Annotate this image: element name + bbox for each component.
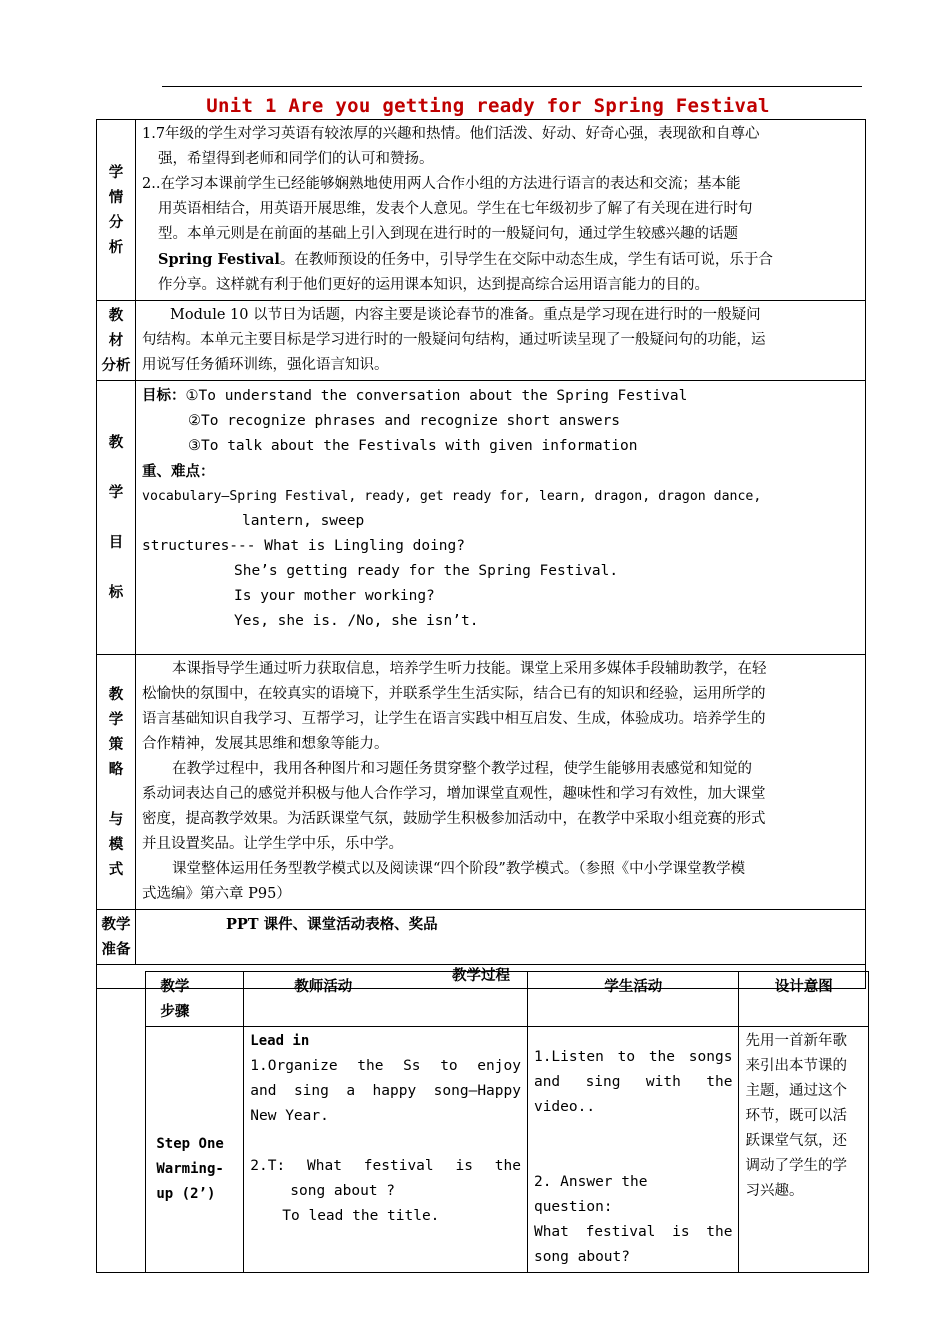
intent-line: 调动了学生的学	[745, 1158, 847, 1174]
row-student-analysis	[97, 120, 866, 301]
label-char: 教学	[101, 916, 131, 933]
step-line: Warming-	[156, 1161, 224, 1177]
teacher-line: New Year.	[250, 1108, 329, 1124]
text-span: 。在教师预设的任务中，引导学生在交际中动态生成，学生有话可说，乐于合	[279, 252, 773, 268]
goal-1: ①To understand the conversation about the Spring Festival	[185, 388, 688, 404]
header-step	[146, 972, 244, 1027]
blank-column	[97, 972, 146, 1027]
spacer	[250, 1129, 521, 1154]
label-char: 教	[108, 433, 124, 451]
process-header-row	[97, 972, 869, 1027]
label-char: 目	[108, 533, 124, 551]
student-line: 1.Listen to the songs	[533, 1049, 733, 1065]
label-teaching-preparation	[97, 910, 136, 965]
step-line: up (2’)	[156, 1186, 216, 1202]
step-one-row	[97, 1027, 869, 1273]
step-one-design-intent	[739, 1027, 869, 1273]
goal-2: ②To recognize phrases and recognize short answers	[188, 413, 621, 429]
material-analysis-content	[136, 301, 866, 381]
structure-example: Yes, she is. /No, she isn’t.	[234, 613, 479, 629]
step-one-label	[146, 1027, 244, 1273]
text-line: 2..在学习本课前学生已经能够娴熟地使用两人合作小组的方法进行语言的表达和交流；基本能	[142, 176, 741, 192]
label-char: 与	[108, 811, 124, 828]
step-one-student-activity	[527, 1027, 738, 1273]
header-step-line: 步骤	[160, 1003, 190, 1020]
intent-line: 习兴趣。	[745, 1183, 804, 1199]
student-line: and sing with the	[533, 1074, 733, 1090]
text-line: 句结构。本单元主要目标是学习进行时的一般疑问句结构，通过听读呈现了一般疑问句的功能，运	[142, 332, 766, 348]
text-line: 并且设置奖品。让学生学中乐，乐中学。	[142, 836, 403, 852]
teacher-line: 1.Organize the Ss to enjoy	[250, 1058, 521, 1074]
header-design-intent: 设计意图	[739, 972, 869, 1027]
student-analysis-content	[136, 120, 866, 301]
teacher-line: To lead the title.	[282, 1208, 440, 1224]
teaching-strategy-content	[136, 655, 866, 910]
process-table	[96, 971, 869, 1273]
structures-line: structures--- What is Lingling doing?	[142, 538, 466, 554]
lesson-plan-table	[96, 119, 866, 989]
teacher-line: song about ?	[290, 1183, 396, 1199]
vocabulary-line: vocabulary—Spring Festival, ready, get ready for, learn, dragon, dragon dance,	[142, 489, 762, 504]
row-material-analysis	[97, 301, 866, 381]
header-teacher-activity: 教师活动	[244, 972, 528, 1027]
label-char: 准备	[101, 941, 131, 958]
label-char: 学	[108, 164, 124, 181]
goal-3: ③To talk about the Festivals with given information	[188, 438, 638, 454]
label-teaching-strategy	[97, 655, 136, 910]
text-line: 合作精神，发展其思维和想象等能力。	[142, 736, 389, 752]
label-material-analysis	[97, 301, 136, 381]
header-student-activity: 学生活动	[527, 972, 738, 1027]
label-char: 标	[108, 583, 124, 601]
text-line: 本课指导学生通过听力获取信息，培养学生听力技能。课堂上采用多媒体手段辅助教学，在轻	[172, 661, 767, 677]
text-line: 强，希望得到老师和同学们的认可和赞扬。	[158, 151, 434, 167]
text-line: 松愉快的氛围中，在较真实的语境下，并联系学生生活实际，结合已有的知识和经验，运用所学的	[142, 686, 766, 702]
label-teaching-objectives	[97, 381, 136, 655]
step-one-teacher-activity	[244, 1027, 528, 1273]
text-line: 密度，提高教学效果。为活跃课堂气氛，鼓励学生积极参加活动中，在教学中采取小组竞赛的形式	[142, 811, 766, 827]
row-teaching-strategy	[97, 655, 866, 910]
student-line: video..	[533, 1099, 596, 1115]
label-char: 材	[108, 332, 124, 349]
label-char: 模	[108, 836, 124, 853]
text-line: 用英语相结合，用英语开展思维，发表个人意见。学生在七年级初步了解了有关现在进行时句	[158, 201, 753, 217]
intent-line: 先用一首新年歌	[745, 1033, 847, 1049]
intent-line: 主题，通过这个	[745, 1083, 847, 1099]
label-char: 教	[108, 307, 124, 324]
page-title: Unit 1 Are you getting ready for Spring Festival	[206, 95, 770, 117]
intent-line: 环节，既可以活	[745, 1108, 847, 1124]
label-char: 析	[108, 239, 124, 256]
text-line: 语言基础知识自我学习、互帮学习，让学生在语言实践中相互启发、生成，体验成功。培养学生的	[142, 711, 766, 727]
label-char: 式	[108, 861, 124, 878]
label-char: 分	[108, 214, 124, 231]
teacher-line: 2.T: What festival is the	[250, 1158, 521, 1174]
row-teaching-preparation	[97, 910, 866, 965]
text-line: 型。本单元则是在前面的基础上引入到现在进行时的一般疑问句，通过学生较感兴趣的话题	[158, 226, 738, 242]
vocabulary-line-2: lantern, sweep	[242, 513, 365, 529]
structure-example: She’s getting ready for the Spring Festival.	[234, 563, 619, 579]
label-char: 分析	[101, 357, 131, 374]
label-char: 策	[108, 736, 124, 753]
text-line: Module 10 以节日为话题，内容主要是谈论春节的准备。重点是学习现在进行时的一般疑问	[170, 307, 761, 323]
goal-line	[142, 383, 859, 409]
label-char: 情	[108, 189, 124, 206]
label-student-analysis	[97, 120, 136, 301]
process-header: 教学过程	[97, 965, 866, 989]
text-line: 课堂整体运用任务型教学模式以及阅读课“四个阶段”教学模式。（参照《中小学课堂教学模	[172, 861, 746, 877]
teaching-preparation-content: PPT 课件、课堂活动表格、奖品	[136, 910, 866, 965]
teacher-line: and sing a happy song—Happy	[250, 1083, 521, 1099]
spacer	[534, 1120, 732, 1170]
text-line: 在教学过程中，我用各种图片和习题任务贯穿整个教学过程，使学生能够用表感觉和知觉的	[172, 761, 752, 777]
student-line: 2. Answer the question:	[533, 1174, 648, 1215]
student-line: What festival is the	[533, 1224, 733, 1240]
key-points-label: 重、难点：	[142, 463, 215, 480]
intent-line: 来引出本节课的	[745, 1058, 847, 1074]
intent-line: 跃课堂气氛，还	[745, 1133, 847, 1149]
row-teaching-objectives	[97, 381, 866, 655]
topic-bold: Spring Festival	[158, 251, 280, 268]
lead-in: Lead in	[250, 1033, 310, 1049]
text-line: 1.7年级的学生对学习英语有较浓厚的兴趣和热情。他们活泼、好动、好奇心强，表现欲和自尊心	[142, 126, 760, 142]
text-line	[142, 247, 859, 273]
teaching-objectives-content	[136, 381, 866, 655]
label-char: 教	[108, 686, 124, 703]
text-line: 用说写任务循环训练，强化语言知识。	[142, 357, 389, 373]
text-line: 式选编》第六章 P95）	[142, 886, 291, 902]
label-spacer	[97, 782, 135, 807]
text-line: 系动词表达自己的感觉并积极与他人合作学习，增加课堂直观性，趣味性和学习有效性，加大课堂	[142, 786, 766, 802]
student-line: song about?	[533, 1249, 630, 1265]
label-char: 学	[108, 483, 124, 501]
label-char: 略	[108, 761, 124, 778]
header-step-line: 教学	[160, 978, 190, 995]
step-line: Step One	[156, 1136, 224, 1152]
goal-label: 目标：	[142, 387, 186, 404]
blank-column	[97, 1027, 146, 1273]
spacer	[534, 1029, 732, 1045]
text-line: 作分享。这样就有利于他们更好的运用课本知识，达到提高综合运用语言能力的目的。	[158, 277, 709, 293]
structure-example: Is your mother working?	[234, 588, 435, 604]
label-char: 学	[108, 711, 124, 728]
header-rule	[162, 86, 862, 87]
